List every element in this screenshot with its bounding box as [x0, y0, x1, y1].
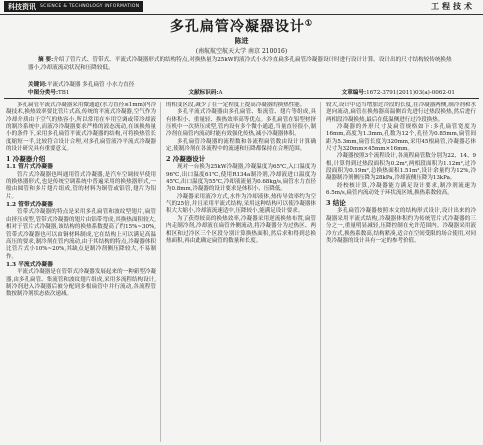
paragraph-1-1: 管片式冷凝器也叫通用管式冷凝器,是汽车空调较早使用的换热器形式,也是传统空调系统中普遍采用的换热器形式,一般由圆管和多片翅片组成,管的材料为铜管或铝管,翅片为铝片。 [6, 171, 156, 200]
doc-code-value: A [218, 90, 223, 96]
paragraph-1-3: 平流式冷凝器是在管带式冷凝器发展起来的一种新型冷凝器,由多孔扁管、集流管和波纹翅片组成,采用多流程结构设计,制冷剂进入冷凝器后被分配到多根扁管中并行流动,各流程管数按制冷剂状态依次递减。 [6, 269, 156, 298]
keywords [28, 80, 134, 88]
paragraph-flow: 多孔扁管冷凝器的流程数和各流程扁管数由设计计算确定,使制冷剂在各流程中的流速和压降都保持在合理范围。 [166, 138, 316, 153]
doc-code-label: 文献标识码: [188, 90, 219, 96]
journal-name-en: SCIENCE & TECHNOLOGY INFORMATION [40, 4, 140, 9]
clc-value: TB1 [58, 90, 70, 96]
section-heading-3: 3 结论 [326, 199, 346, 208]
paragraph-cooling: 冷凝器采用液冷方式,水作为冷却液体,热传导效率约为空气的25倍,并且采用平流式结构,采用这种结构可以使冷凝器体积大大缩小,冷却液流速适中,压降较小,能满足设计要求。 [166, 193, 316, 215]
paper-title-text: 多孔扁管冷凝器设计 [169, 19, 305, 35]
subsection-heading-1-1: 1.1 管片式冷凝器 [6, 164, 53, 171]
author-name: 陈进 [234, 36, 249, 45]
paragraph-1-2: 管带式冷凝器的特点是采用多孔扁管和波纹型翅片,扁管由挤压成型,管带式冷凝器的翅片由铝带弯成,其换热面积较大,相对于管片式冷凝器,该结构的换热系数提高了约15%~30%,管带式冷凝器也可以由铜材料制成,它在结构上可以满足高温高压的要求,制冷剂在管内流动,由于其结构的特点,冷凝器体积比管片式小10%~20%,其缺点是制冷剂侧压降较大,不易制作。 [6, 209, 156, 260]
paragraph-continued-2: 较大,设计中适当增加过冷段的长度,在冷凝器两侧,制冷剂和水逆向流动,扁管在换热器高温侧首先进行过热段换热,然后进行两相段冷凝换热,最后在低温侧进行过冷段换热。 [326, 102, 476, 123]
section-label: 工程技术 [431, 1, 475, 11]
abstract-label: 摘 要: [38, 57, 54, 63]
subsection-heading-1-2: 1.2 管带式冷凝器 [6, 202, 53, 209]
title-footnote-mark: ① [304, 17, 314, 28]
column-divider [320, 102, 321, 442]
section-heading-2: 2 冷凝器设计 [166, 155, 206, 164]
clc-code [28, 88, 69, 96]
article-id [342, 88, 455, 96]
keywords-label: 关键词: [28, 82, 47, 88]
intro-paragraph: 多孔扁管平流式冷凝器采用微通道(水力直径≤1mm)内冷凝技术,换热效率要比管片式高,传统的平流式冷凝器,空气作为冷却介质由于空气的热容小,所以常用在车用空调或带冷却液的制冷系统中,而液冷冷凝器要求严格的液态流动,在该换热量小的条件下,采用多孔扁管平流式冷凝器的结构,可将换热管长度缩短一半,比较符合设计合理,对多孔扁管液冷平流式冷凝器的设计研究具有重要意义。 [6, 102, 156, 153]
article-id-value: 1672-3791(2011)03(a)-0062-01 [366, 90, 455, 96]
subsection-heading-1-3: 1.3 平流式冷凝器 [6, 261, 53, 268]
abstract [28, 56, 455, 72]
clc-label: 中图分类号: [28, 90, 59, 96]
document-code [188, 88, 222, 96]
header-divider [4, 98, 479, 99]
abstract-text: 介绍了管片式、管带式、平流式冷凝器形式的结构特点,对换热量为25kW的液冷式小水冷直扁多孔扁管冷凝器设计时进行设计计算。设计出的尺寸结构较传统换热器小,冷却液流动状况和压降较低。 [28, 57, 452, 71]
body-column-3 [326, 102, 476, 442]
paragraph-design-spec: 现对一台换为25kW冷凝器,冷凝温度为65℃,入口温度为96℃,出口温度61℃,使用R134a制冷剂,冷却液进口温度为45℃,出口温度为55℃,冷却液流量为0.68kg/s,扁管水力直径为0.8mm,冷凝器的设计要求是体积小、压降低。 [166, 164, 316, 193]
author-affiliation: (南航航空航天大学 南京 210016) [195, 48, 288, 55]
body-column-1 [6, 102, 156, 442]
paragraph-structure: 多孔平流式冷凝器由多孔扁管、集流管、翅片等组成,具有体积小、重量轻、换热效率高等优点。多孔扁管在铝型材挤压机中一次挤压成型,管内设有多个微小通道,当量直径很小,制冷剂在扁管内流动时能有效强化传热,减小冷凝器体积。 [166, 109, 316, 138]
paper-title [0, 16, 483, 36]
journal-badge [4, 1, 143, 12]
keywords-text: 平流式冷凝器 多孔扁管 小水力直径 [46, 82, 135, 88]
running-header [0, 0, 483, 15]
paragraph-dimensions: 冷凝器的外形尺寸及扁管规格如下:多孔扁管宽度为16mm,高度为1.3mm,孔数为12个,孔径为0.85mm,扁管间距为5.3mm,扁管长度为320mm,采用45根扁管,冷凝器芯体尺寸为320mm×45mm×16mm。 [326, 124, 476, 153]
article-id-label: 文章编号: [341, 90, 367, 96]
section-heading-1: 1 冷凝器介绍 [6, 155, 46, 164]
paragraph-passes: 冷凝器按照3个流程设计,各流程扁管数分别为22、14、9根,计算得到过热段面积为0.2m²,两相段面积为1.12m²,过冷段面积为0.19m²,总换热面积1.51m²,设计余量约为12%,冷凝器制冷剂侧压降为28kPa,冷却液侧压降为13kPa。 [326, 153, 476, 182]
journal-name-cn: 科技资讯 [8, 1, 36, 11]
column-divider [160, 102, 161, 442]
body-column-2 [166, 102, 316, 442]
paragraph-continued: 的相变区段,减少了在一定程度上提高冷凝器的换热性能。 [166, 102, 306, 108]
paragraph-check: 经校核计算,冷凝器能力满足设计要求,制冷剂流速为6.5m/s,扁管内流动处于环状流区域,换热系数较高。 [326, 182, 476, 197]
paragraph-conclusion: 多孔扁管冷凝器按照本文的结构形式设计,设计出来的冷凝器采用平流式结构,冷凝器体积约为传统管片式冷凝器的三分之一,重量明显减轻,压降控制在允许范围内。冷凝器采用液冷方式,换热系数高,结构紧凑,适合在空间受限的场合使用,对同类冷凝器的设计具有一定的参考价值。 [326, 208, 476, 244]
classification-row [28, 88, 455, 96]
paragraph-arrangement: 为了获得较高的换热效率,冷凝器采用逆流换热布置,扁管内走制冷剂,冷却液在扁管外侧流动,将冷凝器分为过热区、两相区和过冷区三个区段分别计算换热面积,然后求和得到总换热面积,再由此确定扁管的数量和长度。 [166, 215, 316, 244]
